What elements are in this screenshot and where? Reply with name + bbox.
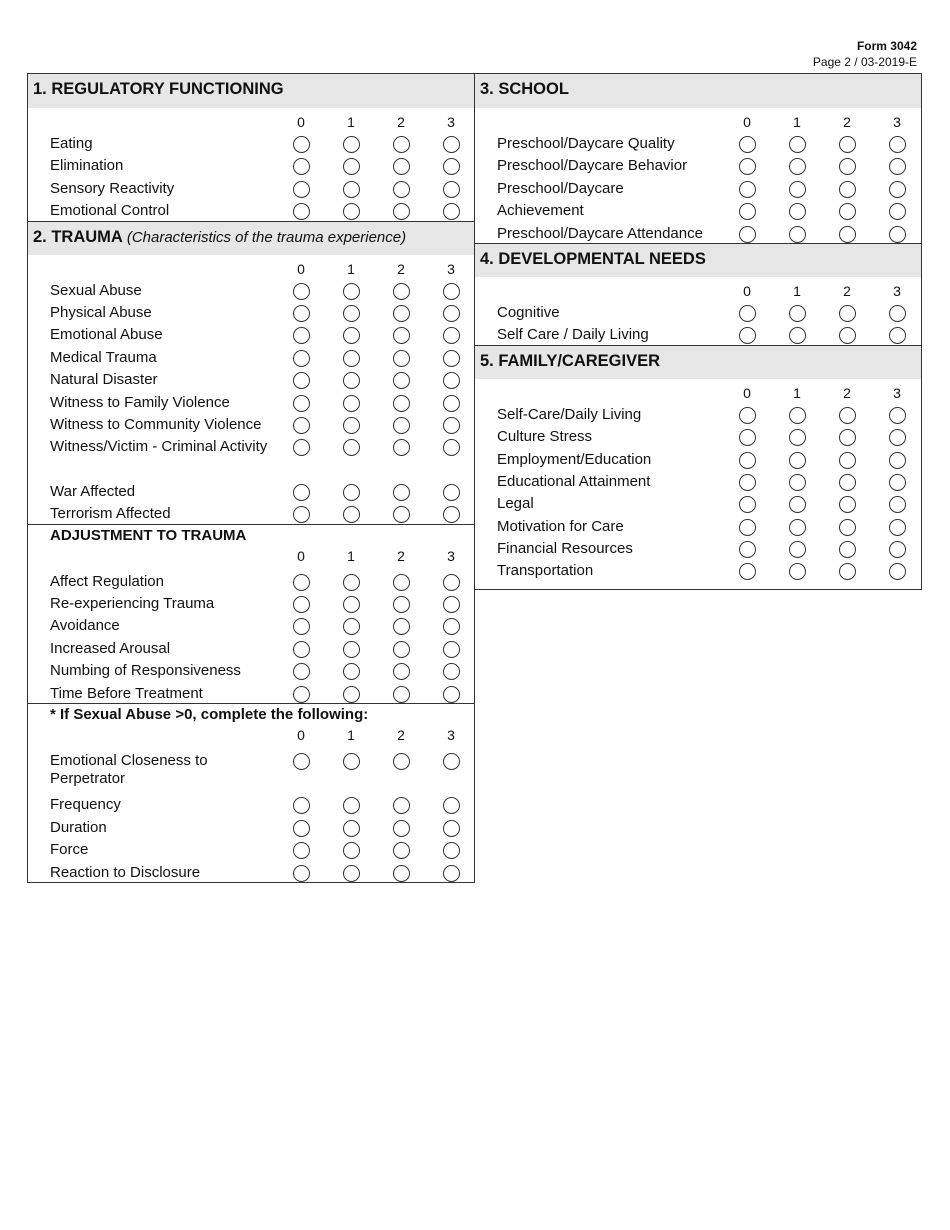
rating-radio-0[interactable] [293,136,310,153]
rating-radio-2[interactable] [393,596,410,613]
rating-radio-2[interactable] [393,395,410,412]
rating-radio-0[interactable] [739,407,756,424]
rating-item [28,198,474,220]
rating-radio-0[interactable] [739,541,756,558]
rating-radio-2[interactable] [393,641,410,658]
rating-radio-1[interactable] [343,641,360,658]
rating-item-label: Natural Disaster [50,371,158,389]
rating-item [28,636,474,658]
adjustment-subhead [28,524,474,569]
rating-item-label: Preschool/Daycare Attendance [497,224,703,242]
rating-radio-3[interactable] [443,484,460,501]
scale-header [28,545,474,565]
rating-radio-2[interactable] [393,136,410,153]
rating-radio-3[interactable] [443,395,460,412]
rating-item [28,815,474,837]
rating-item-label: Force [50,841,89,859]
rating-radio-2[interactable] [839,407,856,424]
rating-radio-3[interactable] [443,686,460,703]
rating-item [475,536,921,558]
rating-item [475,402,921,424]
rating-radio-0[interactable] [739,519,756,536]
rating-radio-1[interactable] [343,395,360,412]
rating-item-label: Affect Regulation [50,572,164,590]
rating-radio-0[interactable] [293,820,310,837]
rating-radio-3[interactable] [443,820,460,837]
left-column [27,73,475,883]
rating-radio-1[interactable] [789,496,806,513]
rating-radio-0[interactable] [293,506,310,523]
scale-label: 1 [347,260,355,277]
rating-radio-0[interactable] [293,618,310,635]
sexual-abuse-followup-items [28,748,474,882]
rating-item-label: Financial Resources [497,540,633,558]
rating-item-label: Increased Arousal [50,639,171,657]
rating-item-label: Achievement [497,202,584,220]
rating-item-label: Terrorism Affected [50,505,171,523]
rating-radio-3[interactable] [443,641,460,658]
rating-item [28,390,474,412]
school-items [475,131,921,243]
rating-radio-0[interactable] [293,283,310,300]
rating-radio-2[interactable] [393,663,410,680]
rating-radio-3[interactable] [443,506,460,523]
rating-radio-2[interactable] [393,283,410,300]
rating-radio-3[interactable] [889,181,906,198]
rating-item-label: Avoidance [50,617,120,635]
rating-radio-2[interactable] [393,372,410,389]
rating-item-label: Transportation [497,562,594,580]
rating-radio-1[interactable] [343,663,360,680]
rating-item [28,501,474,523]
rating-radio-2[interactable] [839,136,856,153]
scale-label: 3 [447,547,455,564]
rating-radio-3[interactable] [889,136,906,153]
rating-radio-0[interactable] [739,563,756,580]
rating-item-label: Witness to Family Violence [50,393,230,411]
rating-radio-2[interactable] [839,496,856,513]
rating-item-label: Emotional Abuse [50,326,163,344]
rating-radio-2[interactable] [393,618,410,635]
rating-radio-1[interactable] [343,136,360,153]
rating-radio-2[interactable] [839,452,856,469]
rating-radio-3[interactable] [443,327,460,344]
rating-radio-0[interactable] [739,429,756,446]
rating-radio-2[interactable] [393,686,410,703]
rating-radio-3[interactable] [889,203,906,220]
rating-radio-2[interactable] [393,350,410,367]
rating-item [28,613,474,635]
rating-radio-0[interactable] [739,181,756,198]
rating-radio-2[interactable] [393,417,410,434]
rating-radio-3[interactable] [889,327,906,344]
rating-item-label: Numbing of Responsiveness [50,662,241,680]
rating-item [28,658,474,680]
scale-label: 3 [893,384,901,401]
rating-radio-1[interactable] [789,158,806,175]
rating-radio-3[interactable] [443,372,460,389]
rating-radio-1[interactable] [343,484,360,501]
rating-item [28,860,474,882]
rating-item-label: Educational Attainment [497,472,651,490]
scale-label: 0 [297,547,305,564]
rating-radio-0[interactable] [293,395,310,412]
rating-item-label: Employment/Education [497,450,652,468]
rating-item [475,424,921,446]
rating-radio-3[interactable] [443,618,460,635]
rating-radio-0[interactable] [739,327,756,344]
rating-item-label: Witness/Victim - Criminal Activity [50,438,268,456]
rating-radio-1[interactable] [789,136,806,153]
scale-label: 1 [793,114,801,130]
scale-label: 1 [793,282,801,299]
scale-header [475,280,921,300]
rating-item-label: Emotional Control [50,202,170,220]
rating-item [475,491,921,513]
rating-radio-2[interactable] [839,474,856,491]
trauma-subtitle: (Characteristics of the trauma experience) [126,228,407,246]
rating-item-label: Self Care / Daily Living [497,326,649,344]
scale-header [475,111,921,131]
scale-header [475,382,921,402]
rating-radio-0[interactable] [739,136,756,153]
rating-item [28,792,474,814]
rating-radio-0[interactable] [293,663,310,680]
rating-item-label: Culture Stress [497,428,593,446]
rating-radio-2[interactable] [839,305,856,322]
rating-item-label: Motivation for Care [497,517,624,535]
page-info: Page 2 / 03-2019-E [812,55,917,69]
rating-radio-3[interactable] [443,181,460,198]
rating-radio-0[interactable] [739,496,756,513]
rating-item-label: Preschool/Daycare Behavior [497,157,688,175]
scale-label: 3 [447,726,455,743]
rating-item-label: Duration [50,818,107,836]
form-header [813,38,917,70]
rating-radio-2[interactable] [839,429,856,446]
rating-radio-1[interactable] [343,618,360,635]
rating-item [475,176,921,198]
rating-radio-3[interactable] [443,753,460,770]
scale-header [28,111,474,131]
section-header-trauma [28,221,474,255]
scale-label: 2 [397,547,405,564]
rating-radio-0[interactable] [293,350,310,367]
rating-radio-1[interactable] [343,797,360,814]
rating-item [475,447,921,469]
adjustment-title: ADJUSTMENT TO TRAUMA [50,526,247,544]
rating-item [475,198,921,220]
rating-radio-1[interactable] [789,181,806,198]
rating-radio-2[interactable] [393,753,410,770]
scale-header [28,724,474,744]
rating-radio-3[interactable] [443,596,460,613]
rating-item-label: Sexual Abuse [50,281,142,299]
regulatory-items [28,131,474,221]
scale-header [28,258,474,278]
rating-radio-2[interactable] [393,506,410,523]
rating-radio-0[interactable] [293,865,310,882]
scale-label: 2 [843,282,851,299]
rating-item [475,153,921,175]
rating-radio-3[interactable] [889,158,906,175]
rating-radio-3[interactable] [443,158,460,175]
rating-item [28,412,474,434]
rating-radio-0[interactable] [293,641,310,658]
developmental-items [475,300,921,345]
rating-item-label: Physical Abuse [50,303,152,321]
rating-item [475,514,921,536]
rating-item [28,322,474,344]
right-column [475,73,922,590]
rating-radio-2[interactable] [393,327,410,344]
rating-radio-1[interactable] [343,158,360,175]
rating-radio-2[interactable] [839,158,856,175]
rating-item-label: Emotional Closeness to Perpetrator [50,751,208,787]
scale-label: 1 [347,726,355,743]
family-items [475,402,921,581]
rating-item-label: Sensory Reactivity [50,179,175,197]
rating-item [28,569,474,591]
rating-radio-1[interactable] [789,519,806,536]
trauma-title: 2. TRAUMA [33,227,123,246]
scale-label: 3 [447,114,455,130]
rating-radio-1[interactable] [789,305,806,322]
rating-radio-3[interactable] [889,563,906,580]
rating-radio-1[interactable] [789,541,806,558]
rating-radio-3[interactable] [889,407,906,424]
rating-item [28,837,474,859]
rating-item [28,479,474,501]
rating-item-label: War Affected [50,482,136,500]
scale-label: 3 [893,114,901,130]
rating-radio-0[interactable] [293,574,310,591]
rating-radio-2[interactable] [839,541,856,558]
scale-label: 3 [893,282,901,299]
rating-item [475,221,921,243]
rating-radio-3[interactable] [443,305,460,322]
rating-item [28,131,474,153]
rating-item [475,131,921,153]
rating-item-label: Self-Care/Daily Living [497,405,642,423]
rating-item [28,591,474,613]
rating-item-label: Re-experiencing Trauma [50,594,215,612]
rating-radio-0[interactable] [293,484,310,501]
scale-label: 2 [397,114,405,130]
scale-label: 1 [347,547,355,564]
scale-label: 0 [297,260,305,277]
rating-radio-0[interactable] [293,181,310,198]
rating-radio-1[interactable] [343,305,360,322]
sexual-abuse-followup-title: * If Sexual Abuse >0, complete the following: [50,705,369,723]
rating-radio-2[interactable] [839,181,856,198]
rating-item [28,434,474,479]
rating-radio-2[interactable] [393,797,410,814]
rating-item-label: Preschool/Daycare Quality [497,135,675,152]
rating-radio-3[interactable] [443,574,460,591]
rating-radio-2[interactable] [839,563,856,580]
rating-radio-0[interactable] [293,158,310,175]
rating-radio-1[interactable] [343,439,360,456]
rating-radio-1[interactable] [343,203,360,220]
rating-radio-2[interactable] [393,484,410,501]
rating-item [28,367,474,389]
rating-radio-0[interactable] [293,327,310,344]
rating-item [28,748,474,793]
rating-radio-0[interactable] [293,305,310,322]
scale-label: 1 [793,384,801,401]
section-header-school: 3. SCHOOL [475,74,921,108]
rating-radio-3[interactable] [443,439,460,456]
rating-radio-0[interactable] [293,372,310,389]
rating-radio-3[interactable] [443,842,460,859]
rating-radio-2[interactable] [393,574,410,591]
rating-radio-1[interactable] [343,865,360,882]
rating-radio-1[interactable] [789,407,806,424]
rating-item-label: Cognitive [497,303,560,321]
scale-label: 1 [347,114,355,130]
scale-label: 2 [843,384,851,401]
section-header-family: 5. FAMILY/CAREGIVER [475,345,921,379]
scale-label: 0 [297,114,305,130]
rating-radio-3[interactable] [443,136,460,153]
rating-radio-1[interactable] [343,842,360,859]
scale-label: 2 [843,114,851,130]
rating-item [28,176,474,198]
rating-radio-3[interactable] [443,663,460,680]
rating-radio-1[interactable] [789,226,806,243]
rating-item [28,681,474,703]
section-header-regulatory: 1. REGULATORY FUNCTIONING [28,74,474,108]
scale-label: 0 [743,384,751,401]
rating-radio-1[interactable] [343,574,360,591]
rating-item [28,278,474,300]
rating-radio-3[interactable] [889,474,906,491]
rating-item [475,469,921,491]
rating-radio-1[interactable] [343,350,360,367]
rating-item-label: Frequency [50,796,121,814]
rating-radio-2[interactable] [393,203,410,220]
rating-radio-0[interactable] [293,686,310,703]
rating-radio-0[interactable] [293,753,310,770]
scale-label: 3 [447,260,455,277]
rating-radio-0[interactable] [293,439,310,456]
rating-radio-1[interactable] [343,283,360,300]
rating-radio-2[interactable] [393,181,410,198]
rating-item-label: Reaction to Disclosure [50,863,201,881]
scale-label: 0 [743,114,751,130]
rating-radio-0[interactable] [739,203,756,220]
rating-radio-0[interactable] [293,203,310,220]
rating-radio-2[interactable] [839,226,856,243]
rating-item-label: Elimination [50,157,124,175]
rating-radio-0[interactable] [293,417,310,434]
rating-radio-1[interactable] [343,372,360,389]
rating-radio-1[interactable] [789,203,806,220]
sexual-abuse-followup-subhead [28,703,474,748]
rating-radio-1[interactable] [343,181,360,198]
rating-radio-1[interactable] [343,686,360,703]
form-number: Form 3042 [856,39,917,53]
rating-radio-3[interactable] [889,519,906,536]
rating-radio-2[interactable] [393,842,410,859]
scale-label: 2 [397,260,405,277]
rating-radio-2[interactable] [393,158,410,175]
rating-radio-1[interactable] [789,563,806,580]
rating-radio-2[interactable] [393,820,410,837]
rating-radio-3[interactable] [889,226,906,243]
section-header-developmental: 4. DEVELOPMENTAL NEEDS [475,243,921,277]
rating-radio-0[interactable] [739,452,756,469]
rating-item [28,153,474,175]
rating-radio-0[interactable] [293,797,310,814]
rating-radio-0[interactable] [293,596,310,613]
rating-radio-1[interactable] [343,506,360,523]
trauma-items [28,278,474,524]
scale-label: 2 [397,726,405,743]
rating-radio-3[interactable] [443,283,460,300]
rating-radio-1[interactable] [343,327,360,344]
rating-radio-1[interactable] [789,474,806,491]
rating-item-label: Eating [50,135,93,152]
rating-item-label: Legal [497,495,534,513]
rating-radio-3[interactable] [443,203,460,220]
rating-radio-3[interactable] [889,541,906,558]
rating-item-label: Witness to Community Violence [50,415,262,433]
rating-radio-3[interactable] [889,452,906,469]
rating-item [475,558,921,580]
rating-radio-3[interactable] [443,865,460,882]
rating-item [28,300,474,322]
rating-radio-1[interactable] [343,417,360,434]
rating-radio-0[interactable] [739,158,756,175]
scale-label: 0 [743,282,751,299]
rating-radio-2[interactable] [393,439,410,456]
rating-radio-3[interactable] [443,350,460,367]
rating-radio-2[interactable] [839,327,856,344]
rating-radio-1[interactable] [343,753,360,770]
rating-radio-2[interactable] [839,519,856,536]
rating-radio-0[interactable] [739,226,756,243]
adjustment-items [28,569,474,703]
rating-item [475,322,921,344]
rating-radio-3[interactable] [889,496,906,513]
rating-radio-1[interactable] [789,452,806,469]
rating-radio-2[interactable] [393,305,410,322]
rating-radio-3[interactable] [889,305,906,322]
rating-radio-0[interactable] [293,842,310,859]
rating-item-label: Time Before Treatment [50,684,203,702]
rating-radio-1[interactable] [789,429,806,446]
rating-radio-0[interactable] [739,305,756,322]
rating-item [28,345,474,367]
rating-radio-1[interactable] [789,327,806,344]
rating-radio-2[interactable] [839,203,856,220]
rating-radio-3[interactable] [443,417,460,434]
rating-item-label: Medical Trauma [50,348,157,366]
rating-item-label: Preschool/Daycare [497,179,624,197]
rating-item [475,300,921,322]
rating-radio-3[interactable] [889,429,906,446]
rating-radio-1[interactable] [343,596,360,613]
rating-radio-1[interactable] [343,820,360,837]
rating-radio-3[interactable] [443,797,460,814]
scale-label: 0 [297,726,305,743]
rating-radio-0[interactable] [739,474,756,491]
rating-radio-2[interactable] [393,865,410,882]
